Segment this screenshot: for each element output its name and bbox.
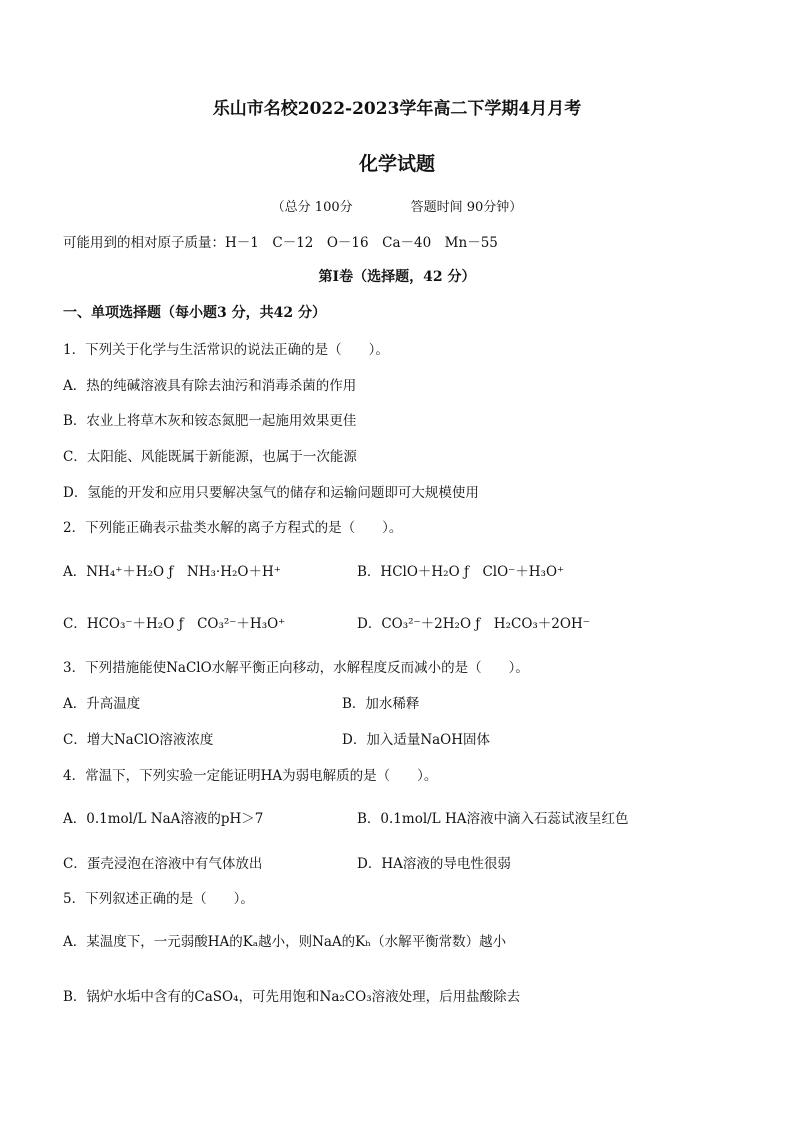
q2-stem: 2．下列能正确表示盐类水解的离子方程式的是（ ）。 [63, 520, 403, 536]
q1-option-d: D．氢能的开发和应用只要解决氢气的储存和运输问题即可大规模使用 [63, 485, 479, 501]
q5-option-b: B．锅炉水垢中含有的CaSO₄，可先用饱和Na₂CO₃溶液处理，后用盐酸除去 [63, 989, 521, 1005]
q1-option-b: B．农业上将草木灰和铵态氮肥一起施用效果更佳 [63, 413, 357, 429]
q3-stem: 3．下列措施能使NaClO水解平衡正向移动，水解程度反而减小的是（ ）。 [63, 660, 529, 676]
q5-option-a: A．某温度下，一元弱酸HA的Kₐ越小，则NaA的Kₕ（水解平衡常数）越小 [63, 934, 507, 950]
q1-option-a: A．热的纯碱溶液具有除去油污和消毒杀菌的作用 [63, 378, 357, 394]
q2-option-d: D．CO₃²⁻＋2H₂O ƒ H₂CO₃＋2OH⁻ [357, 616, 590, 632]
q4-stem: 4．常温下，下列实验一定能证明HA为弱电解质的是（ ）。 [63, 768, 438, 784]
q5-stem: 5．下列叙述正确的是（ ）。 [63, 891, 254, 907]
volume-heading: 第Ⅰ卷（选择题，42 分） [318, 269, 476, 285]
exam-meta [0, 196, 794, 215]
q1-option-c: C．太阳能、风能既属于新能源，也属于一次能源 [63, 449, 357, 465]
q2-option-a: A．NH₄⁺＋H₂O ƒ NH₃·H₂O＋H⁺ [63, 564, 281, 580]
q4-option-b: B．0.1mol/L HA溶液中滴入石蕊试液呈红色 [357, 811, 629, 827]
answer-time: 答题时间 90分钟） [410, 200, 523, 215]
q4-option-a: A．0.1mol/L NaA溶液的pH＞7 [63, 811, 264, 827]
part-heading: 一、单项选择题（每小题3 分，共42 分） [63, 305, 326, 321]
q3-option-b: B．加水稀释 [342, 696, 420, 712]
atomic-masses: 可能用到的相对原子质量：H－1 C－12 O－16 Ca－40 Mn－55 [63, 235, 498, 251]
q2-option-c: C．HCO₃⁻＋H₂O ƒ CO₃²⁻＋H₃O⁺ [63, 616, 286, 632]
total-score: （总分 100分 [271, 200, 353, 215]
q3-option-a: A．升高温度 [63, 696, 141, 712]
q3-option-c: C．增大NaClO溶液浓度 [63, 732, 214, 748]
q4-option-c: C．蛋壳浸泡在溶液中有气体放出 [63, 856, 263, 872]
q1-stem: 1．下列关于化学与生活常识的说法正确的是（ ）。 [63, 342, 389, 358]
exam-subject: 化学试题 [358, 153, 435, 175]
q2-option-b: B．HClO＋H₂O ƒ ClO⁻＋H₃O⁺ [357, 564, 565, 580]
q3-option-d: D．加入适量NaOH固体 [342, 732, 491, 748]
q4-option-d: D．HA溶液的导电性很弱 [357, 856, 511, 872]
exam-title: 乐山市名校2022-2023学年高二下学期4月月考 [212, 99, 582, 119]
